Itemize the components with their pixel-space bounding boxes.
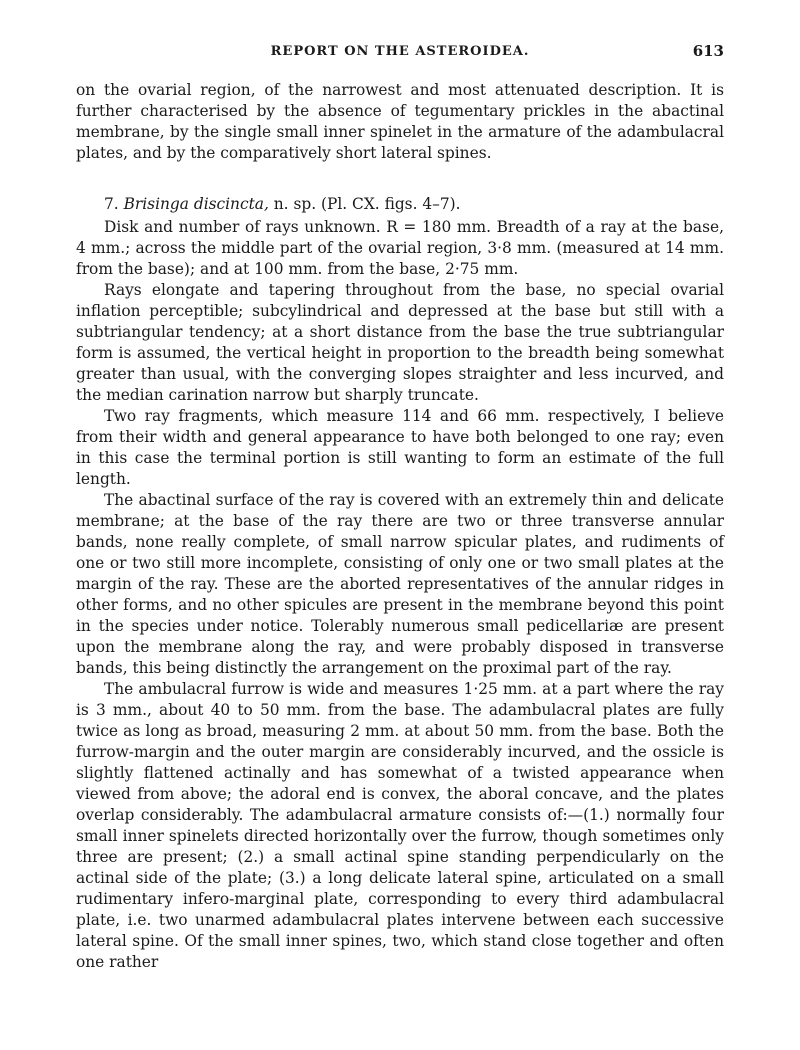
continuation-paragraph: on the ovarial region, of the narrowest and most attenuated description. It is further characterised by the absence of tegumentary prickles in the abactinal membrane, by the single small inner spinelet in the armature of the adambulacral plates, and by the comparatively short lateral spines. xyxy=(76,81,724,162)
paragraph-abactinal-surface: The abactinal surface of the ray is covered with an extremely thin and delicate membrane; at the base of the ray there are two or three transverse annular bands, none really complete, of small narrow spicular plates, and rudiments of one or two still more incomplete, consisting of only one or two small plates at the margin of the ray. These are the aborted representatives of the annular ridges in other forms, and no other spicules are present in the membrane beyond this point in the species under notice. Tolerably numerous small pedicellariæ are present upon the membrane along the ray, and were probably disposed in transverse bands, this being distinctly the arrangement on the proximal part of the ray. xyxy=(76,491,724,677)
running-head xyxy=(76,38,724,68)
running-title: REPORT ON THE ASTEROIDEA. xyxy=(270,44,530,59)
paragraph-rays: Rays elongate and tapering throughout from the base, no special ovarial inflation perceptible; subcylindrical and depressed at the base but still with a subtriangular tendency; at a short distance from the base the true subtriangular form is assumed, the vertical height in proportion to the breadth being somewhat greater than usual, with the converging slopes straighter and less incurved, and the median carination narrow but sharply truncate. xyxy=(76,281,724,404)
species-number: 7. xyxy=(104,195,119,213)
page-number: 613 xyxy=(692,42,724,60)
paragraph-dimensions: Disk and number of rays unknown. R = 180 mm. Breadth of a ray at the base, 4 mm.; across the middle part of the ovarial region, 3·8 mm. (measured at 14 mm. from the base); and at 100 mm. from the base, 2·75 mm. xyxy=(76,218,724,278)
page xyxy=(76,38,724,973)
body-text xyxy=(76,217,724,973)
species-reference: n. sp. (Pl. CX. figs. 4–7). xyxy=(273,195,461,213)
species-heading xyxy=(76,194,724,215)
species-name: Brisinga discincta, xyxy=(123,195,269,213)
paragraph-fragments: Two ray fragments, which measure 114 and 66 mm. respectively, I believe from their width and general appearance to have both belonged to one ray; even in this case the terminal portion is still wanting to form an estimate of the full length. xyxy=(76,407,724,488)
paragraph-ambulacral-furrow: The ambulacral furrow is wide and measures 1·25 mm. at a part where the ray is 3 mm., about 40 to 50 mm. from the base. The adambulacral plates are fully twice as long as broad, measuring 2 mm. at about 50 mm. from the base. Both the furrow-margin and the outer margin are considerably incurved, and the ossicle is slightly flattened actinally and has somewhat of a twisted appearance when viewed from above; the adoral end is convex, the aboral concave, and the plates overlap considerably. The adambulacral armature consists of:—(1.) normally four small inner spinelets directed horizontally over the furrow, though sometimes only three are present; (2.) a small actinal spine standing perpendicularly on the actinal side of the plate; (3.) a long delicate lateral spine, articulated on a small rudimentary infero-marginal plate, corresponding to every third adambulacral plate, i.e. two unarmed adambulacral plates intervene between each successive lateral spine. Of the small inner spines, two, which stand close together and often one rather xyxy=(76,680,724,971)
